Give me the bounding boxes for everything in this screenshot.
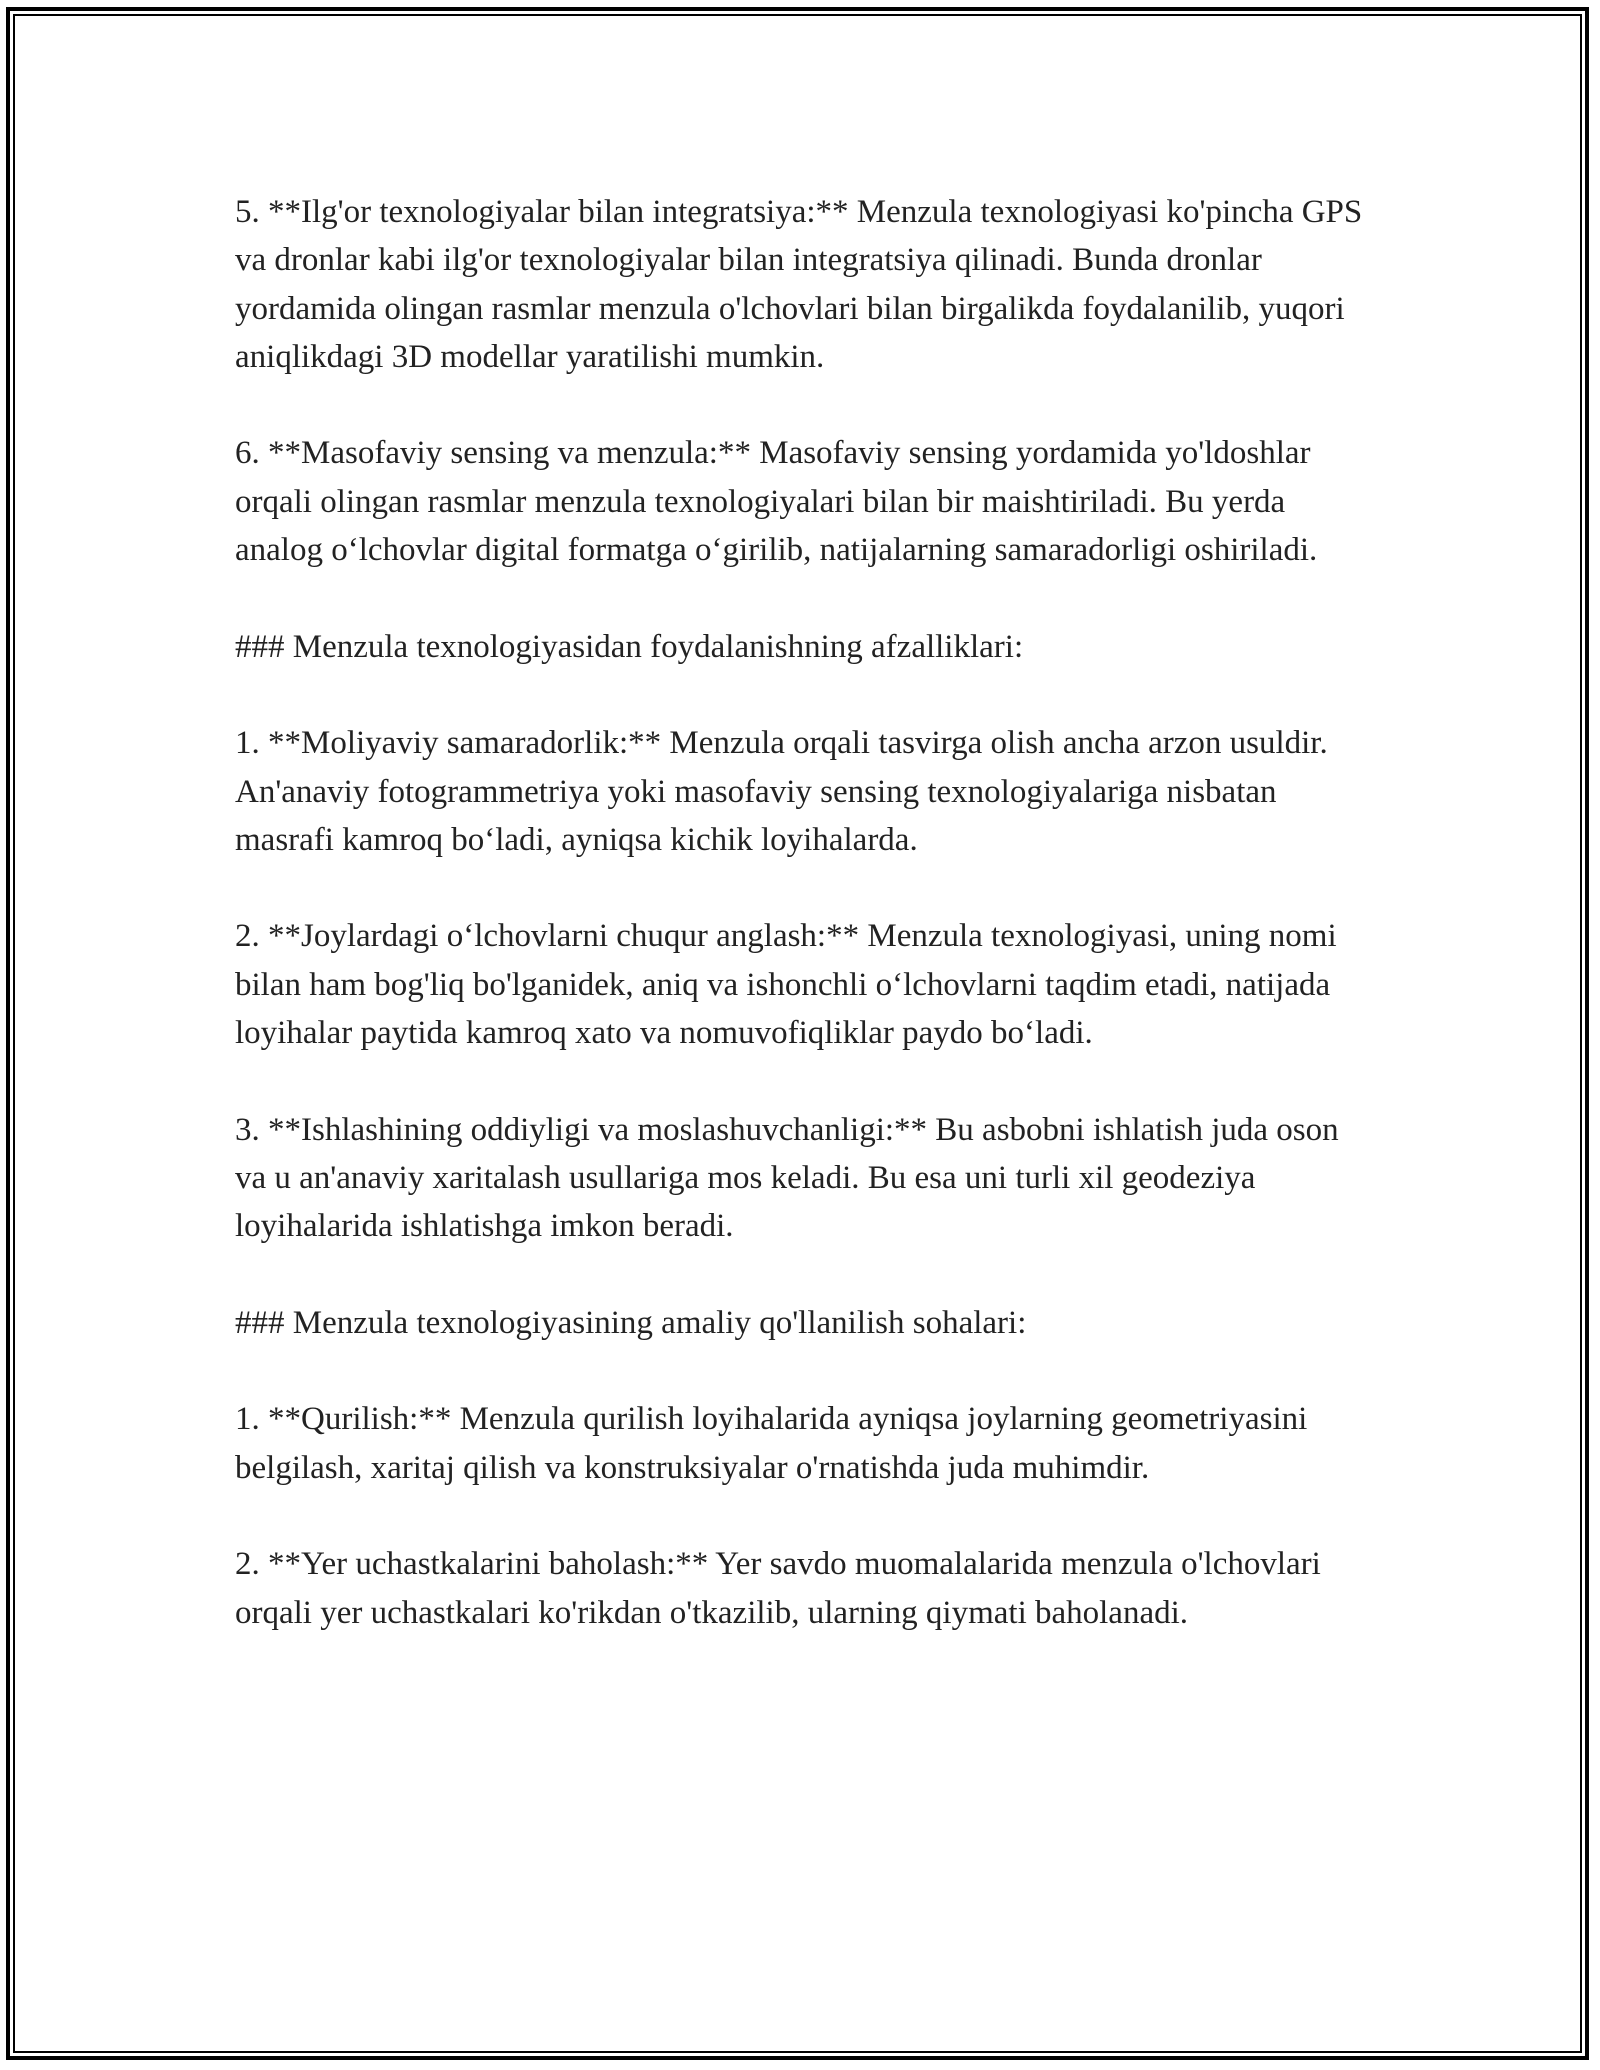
paragraph-remote-sensing: 6. **Masofaviy sensing va menzula:** Masofaviy sensing yordamida yo'ldoshlar orqali olingan rasmlar menzula texnologiyalari bilan bir maishtiriladi. Bu yerda analog o‘lchovlar digital formatga o‘girilib, natijalarning samaradorligi oshiriladi. [235,435,1318,569]
paragraph-integration: 5. **Ilg'or texnologiyalar bilan integratsiya:** Menzula texnologiyasi ko'pincha GPS va dronlar kabi ilg'or texnologiyalar bilan integratsiya qilinadi. Bunda dronlar yordamida olingan rasmlar menzula o'lchovlari bilan birgalikda foydalanilib, yuqori aniqlikdagi 3D modellar yaratilishi mumkin. [235,194,1363,375]
paragraph-financial-efficiency: 1. **Moliyaviy samaradorlik:** Menzula orqali tasvirga olish ancha arzon usuldir. An'anaviy fotogrammetriya yoki masofaviy sensing texnologiyalariga nisbatan masrafi kamroq bo‘ladi, ayniqsa kichik loyihalarda. [235,725,1328,858]
paragraph-simplicity: 3. **Ishlashining oddiyligi va moslashuvchanligi:** Bu asbobni ishlatish juda oson va u an'anaviy xaritalash usullariga mos keladi. Bu esa uni turli xil geodeziya loyihalarida ishlatishga imkon beradi. [235,1111,1339,1245]
heading-advantages: ### Menzula texnologiyasidan foydalanishning afzalliklari: [235,628,1024,665]
paragraph-land-valuation: 2. **Yer uchastkalarini baholash:** Yer savdo muomalalarida menzula o'lchovlari orqali yer uchastkalari ko'rikdan o'tkazilib, ularning qiymati baholanadi. [235,1546,1321,1631]
paragraph-construction: 1. **Qurilish:** Menzula qurilish loyihalarida ayniqsa joylarning geometriyasini belgilash, xaritaj qilish va konstruksiyalar o'rnatishda juda muhimdir. [235,1401,1308,1486]
paragraph-measurements: 2. **Joylardagi o‘lchovlarni chuqur anglash:** Menzula texnologiyasi, uning nomi bilan ham bog'liq bo'lganidek, aniq va ishonchli o‘lchovlarni taqdim etadi, natijada loyihalar paytida kamroq xato va nomuvofiqliklar paydo bo‘ladi. [235,918,1337,1052]
document-body [235,188,1375,1685]
heading-applications: ### Menzula texnologiyasining amaliy qo'llanilish sohalari: [235,1304,1027,1341]
